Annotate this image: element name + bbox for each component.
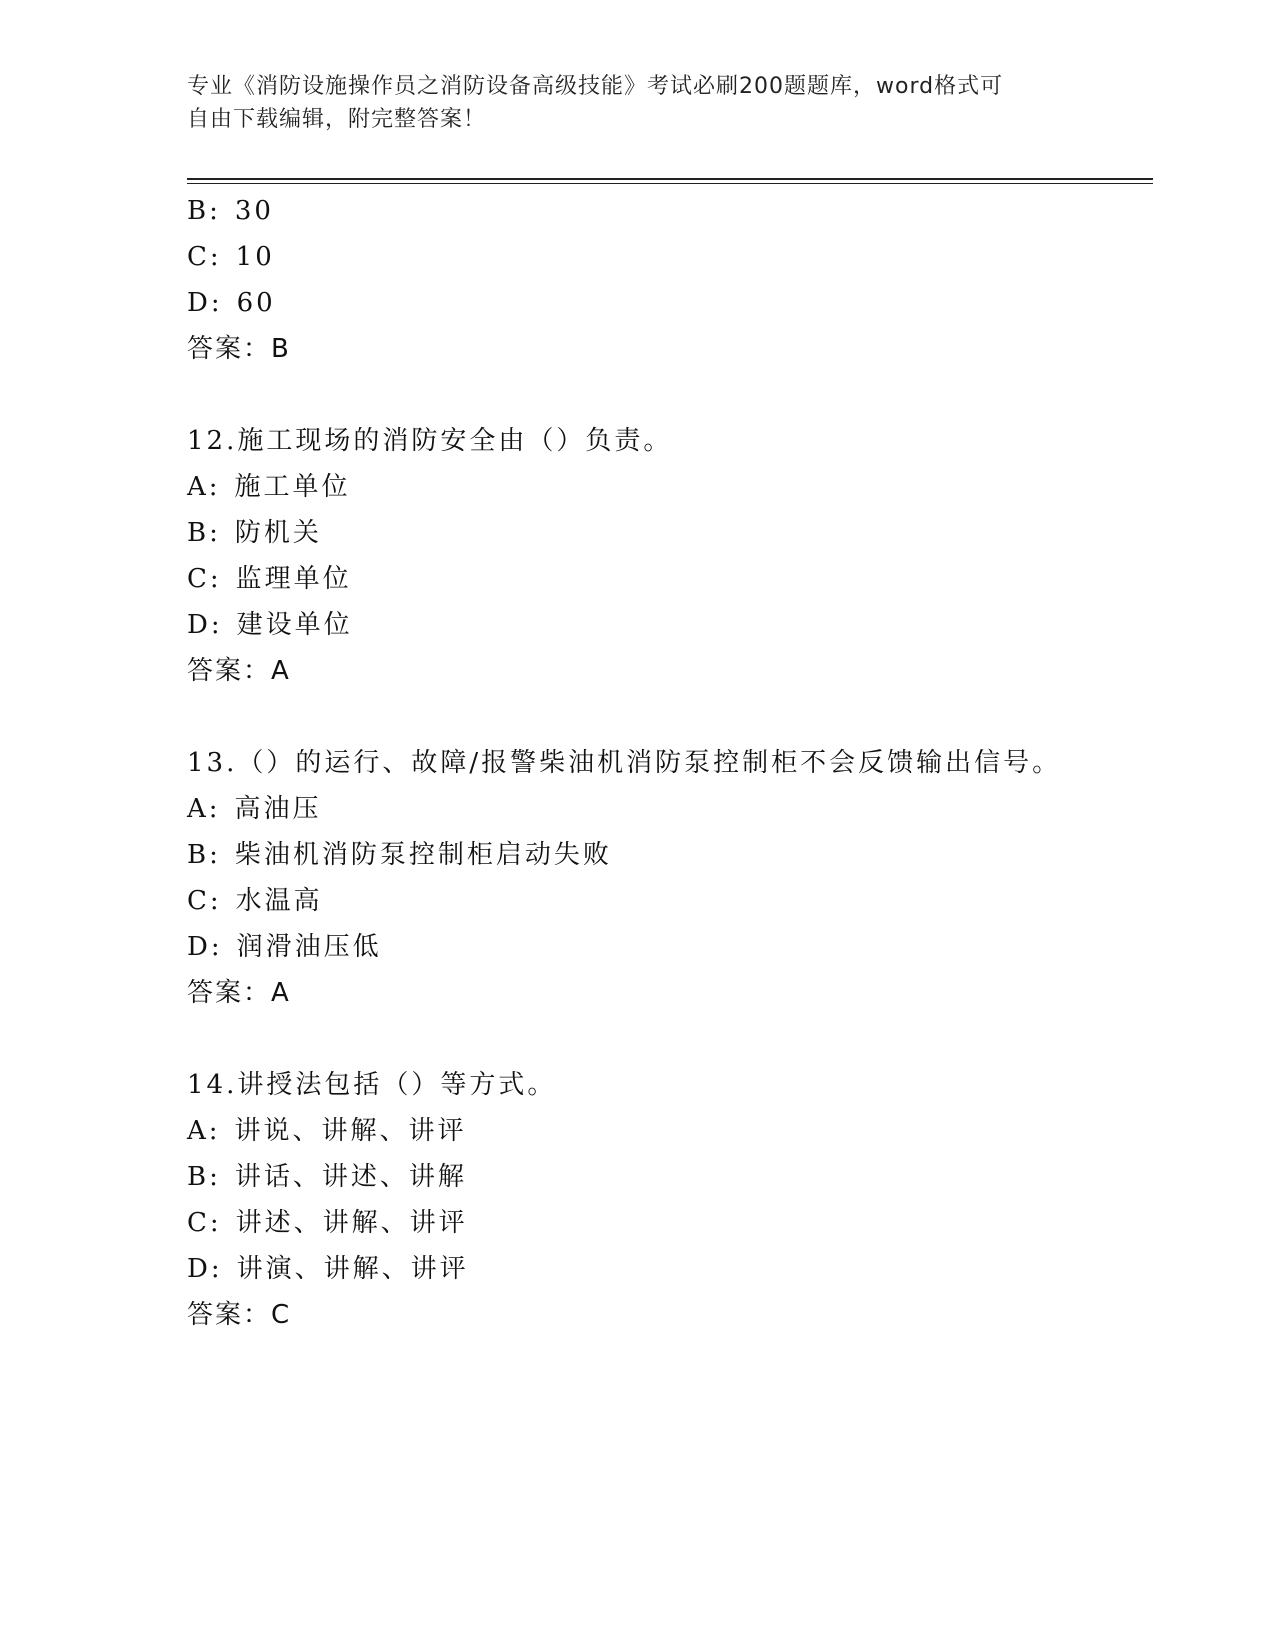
option-d: D: 讲演、讲解、讲评 [187,1254,469,1284]
option-a: A: 施工单位 [187,472,351,502]
answer: 答案：A [187,978,291,1008]
option-c: C: 水温高 [187,886,323,916]
header-rule-thin [187,183,1153,184]
document-header [187,70,1067,136]
option-c: C: 讲述、讲解、讲评 [187,1208,468,1238]
question-stem: 13.（）的运行、故障/报警柴油机消防泵控制柜不会反馈输出信号。 [187,748,1062,778]
question-stem: 12.施工现场的消防安全由（）负责。 [187,426,673,456]
previous-question-tail [187,188,1153,372]
option-d: D: 建设单位 [187,610,353,640]
option-a: A: 讲说、讲解、讲评 [187,1116,467,1146]
option-d: D: 60 [187,288,276,318]
option-b: B: 讲话、讲述、讲解 [187,1162,467,1192]
answer: 答案：A [187,656,291,686]
option-c: C: 监理单位 [187,564,352,594]
header-rule-thick [187,178,1153,180]
question-stem: 14.讲授法包括（）等方式。 [187,1070,557,1100]
answer: 答案：B [187,334,291,364]
question-13 [187,740,1153,1016]
answer: 答案：C [187,1300,292,1330]
option-b: B: 30 [187,196,274,226]
option-b: B: 防机关 [187,518,322,548]
option-a: A: 高油压 [187,794,322,824]
header-line-1: 专业《消防设施操作员之消防设备高级技能》考试必刷200题题库，word格式可 [187,74,1004,99]
option-c: C: 10 [187,242,275,272]
option-b: B: 柴油机消防泵控制柜启动失败 [187,840,612,870]
question-12 [187,418,1153,694]
header-line-2: 自由下载编辑，附完整答案！ [187,107,487,132]
question-14 [187,1062,1153,1338]
question-content [187,188,1153,1338]
option-d: D: 润滑油压低 [187,932,382,962]
